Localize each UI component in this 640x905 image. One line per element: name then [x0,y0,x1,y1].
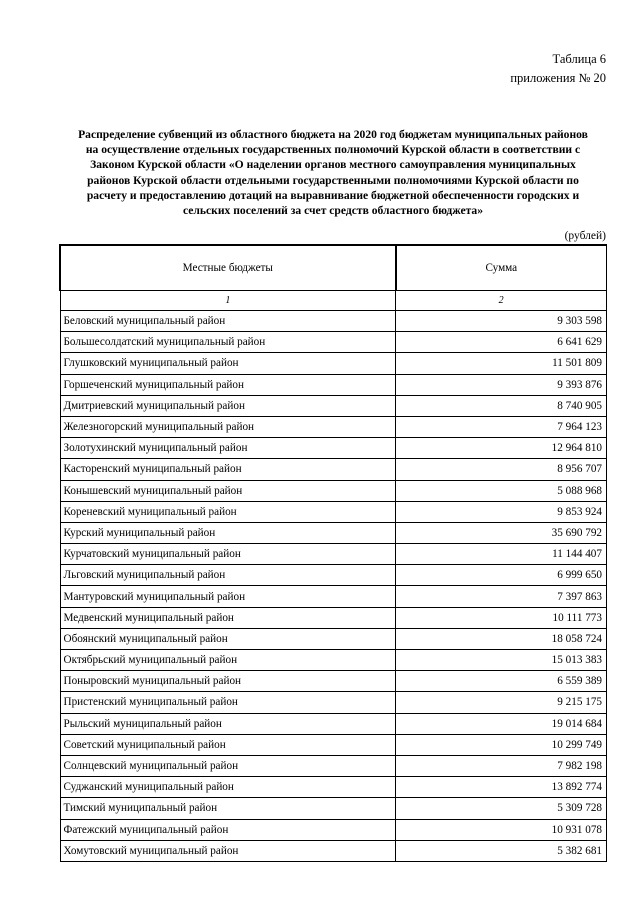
district-name: Тимский муниципальный район [60,798,396,819]
title-line: районов Курской области отдельными государственными полномочиями Курской области по [87,173,579,187]
district-sum: 35 690 792 [396,522,607,543]
district-name: Советский муниципальный район [60,734,396,755]
table-row [60,459,607,480]
district-sum: 8 956 707 [396,459,607,480]
district-sum: 13 892 774 [396,777,607,798]
table-row [60,522,607,543]
district-sum: 9 215 175 [396,692,607,713]
column-header-budgets: Местные бюджеты [60,245,396,291]
district-sum: 11 144 407 [396,544,607,565]
table-row [60,650,607,671]
table-row [60,480,607,501]
column-number: 1 [60,291,396,311]
district-sum: 12 964 810 [396,438,607,459]
table-row [60,798,607,819]
table-row [60,311,607,332]
district-sum: 7 964 123 [396,416,607,437]
district-sum: 9 853 924 [396,501,607,522]
district-sum: 10 931 078 [396,819,607,840]
document-title [60,127,606,218]
district-sum: 7 982 198 [396,755,607,776]
district-name: Большесолдатский муниципальный район [60,332,396,353]
table-row [60,501,607,522]
appendix-label: приложения № 20 [510,71,606,85]
district-name: Поныровский муниципальный район [60,671,396,692]
table-row [60,755,607,776]
district-name: Медвенский муниципальный район [60,607,396,628]
district-name: Курский муниципальный район [60,522,396,543]
table-row [60,734,607,755]
district-name: Кореневский муниципальный район [60,501,396,522]
district-name: Беловский муниципальный район [60,311,396,332]
district-sum: 19 014 684 [396,713,607,734]
table-row [60,671,607,692]
district-sum: 9 303 598 [396,311,607,332]
column-number-row [60,291,607,311]
column-header-sum: Сумма [396,245,607,291]
district-sum: 6 559 389 [396,671,607,692]
title-line: расчету и предоставлению дотаций на выравнивание бюджетной обеспеченности городских и [86,188,580,202]
district-name: Горшеченский муниципальный район [60,374,396,395]
column-number: 2 [396,291,607,311]
table-row [60,332,607,353]
district-name: Мантуровский муниципальный район [60,586,396,607]
district-name: Суджанский муниципальный район [60,777,396,798]
table-row [60,565,607,586]
table-row [60,713,607,734]
table-row [60,438,607,459]
district-sum: 15 013 383 [396,650,607,671]
table-row [60,374,607,395]
table-header-row [60,245,607,291]
district-name: Глушковский муниципальный район [60,353,396,374]
table-row [60,353,607,374]
district-sum: 8 740 905 [396,395,607,416]
district-name: Рыльский муниципальный район [60,713,396,734]
unit-label: (рублей) [564,230,606,242]
district-name: Дмитриевский муниципальный район [60,395,396,416]
district-sum: 5 382 681 [396,840,607,861]
district-sum: 10 299 749 [396,734,607,755]
title-line: Распределение субвенций из областного бюджета на 2020 год бюджетам муниципальных районов [78,128,588,141]
district-name: Октябрьский муниципальный район [60,650,396,671]
district-sum: 5 309 728 [396,798,607,819]
title-line: Законом Курской области «О наделении органов местного самоуправления муниципальных [90,158,576,172]
district-name: Льговский муниципальный район [60,565,396,586]
district-sum: 11 501 809 [396,353,607,374]
table-row [60,544,607,565]
district-sum: 9 393 876 [396,374,607,395]
district-name: Курчатовский муниципальный район [60,544,396,565]
table-number-label: Таблица 6 [552,52,606,66]
district-name: Солнцевский муниципальный район [60,755,396,776]
table-row [60,819,607,840]
title-line: на осуществление отдельных государственных полномочий Курской области в соответствии с [85,143,581,157]
table-row [60,395,607,416]
district-name: Золотухинский муниципальный район [60,438,396,459]
subvention-table [59,244,607,862]
district-name: Конышевский муниципальный район [60,480,396,501]
district-sum: 7 397 863 [396,586,607,607]
district-sum: 6 999 650 [396,565,607,586]
district-name: Фатежский муниципальный район [60,819,396,840]
table-row [60,416,607,437]
district-name: Пристенский муниципальный район [60,692,396,713]
table-row [60,586,607,607]
district-name: Железногорский муниципальный район [60,416,396,437]
title-line: сельских поселений за счет средств областного бюджета» [182,204,484,218]
table-row [60,692,607,713]
table-row [60,607,607,628]
district-sum: 5 088 968 [396,480,607,501]
district-sum: 18 058 724 [396,628,607,649]
district-sum: 10 111 773 [396,607,607,628]
district-name: Хомутовский муниципальный район [60,840,396,861]
table-row [60,777,607,798]
table-row [60,840,607,861]
district-sum: 6 641 629 [396,332,607,353]
table-row [60,628,607,649]
district-name: Обоянский муниципальный район [60,628,396,649]
district-name: Касторенский муниципальный район [60,459,396,480]
